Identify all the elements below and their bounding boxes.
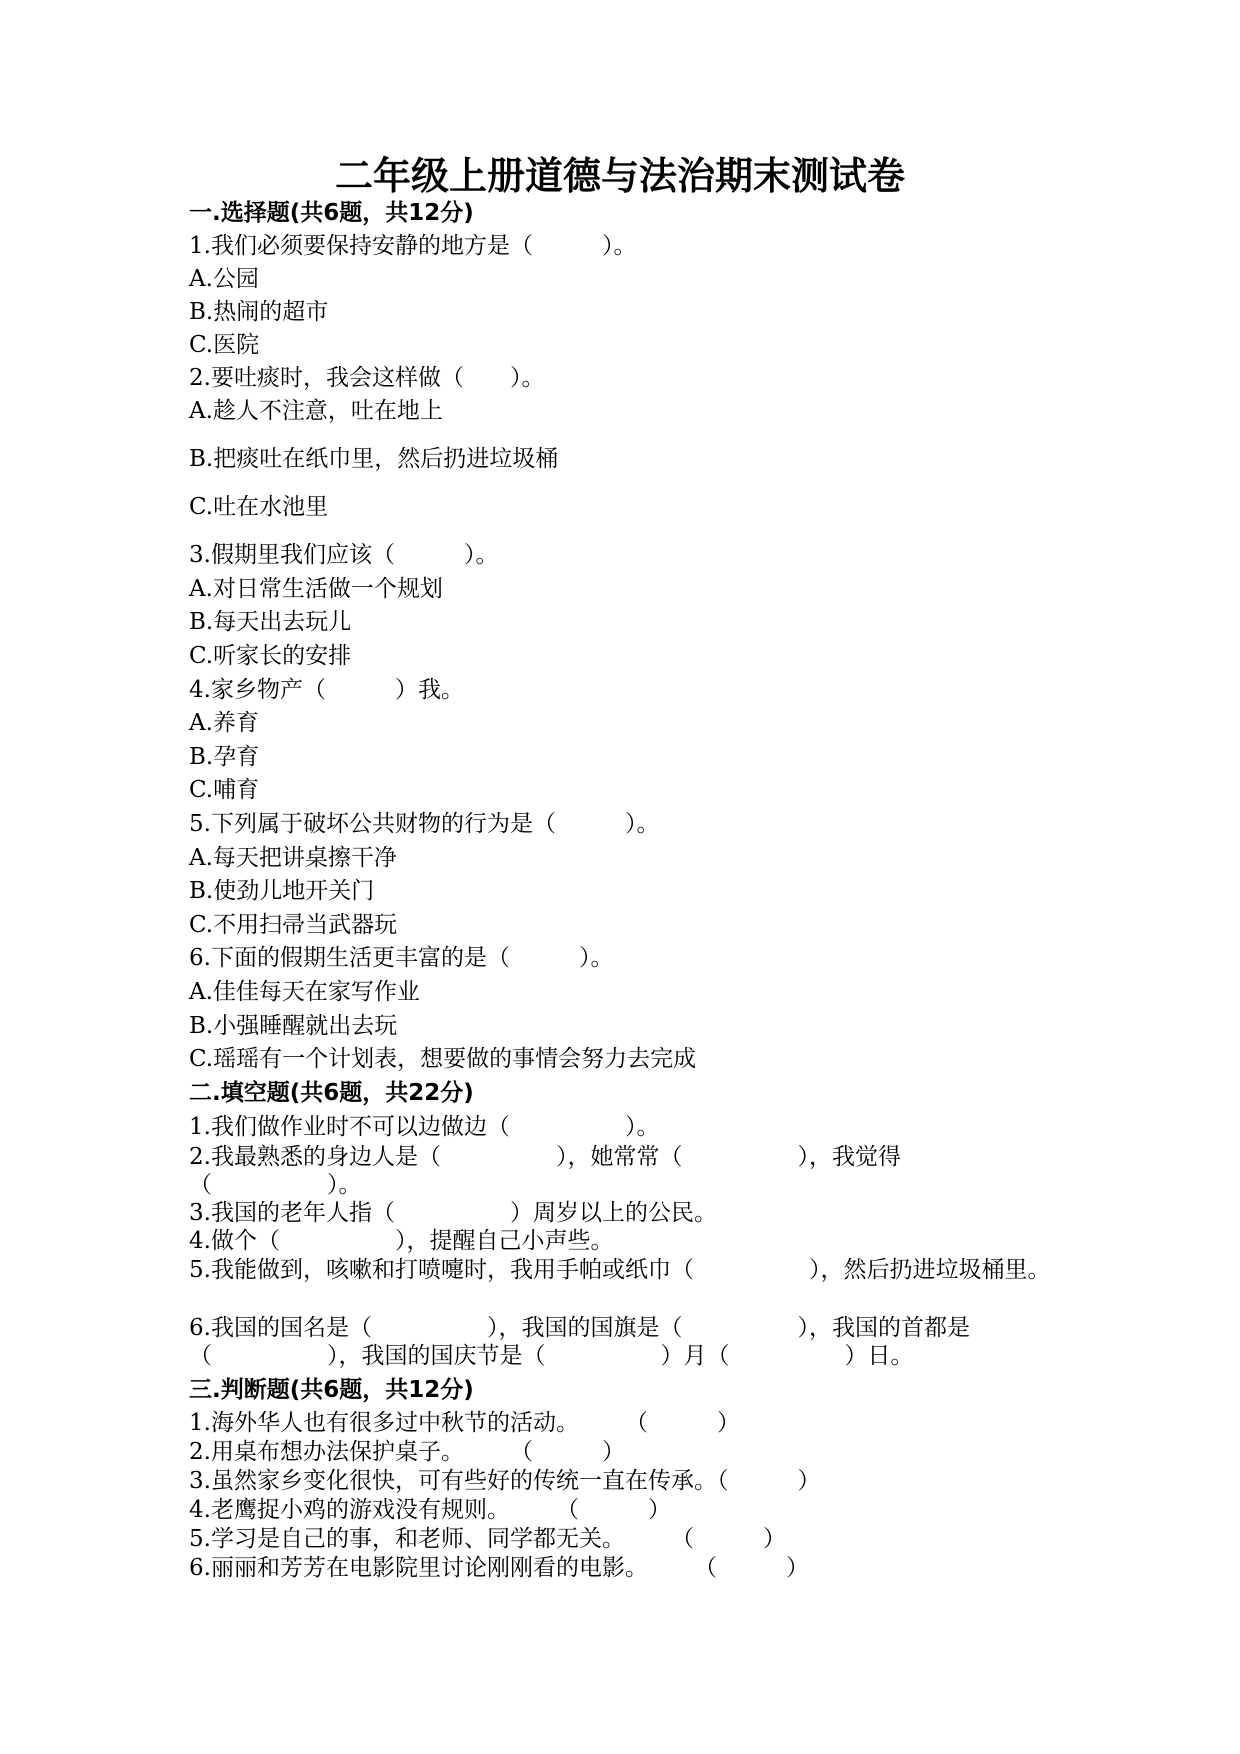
s1-q4-option-c: C.哺育 <box>189 777 260 803</box>
s1-q6: 6.下面的假期生活更丰富的是（ ）。 <box>189 945 614 971</box>
s1-q6-option-c: C.瑶瑶有一个计划表，想要做的事情会努力去完成 <box>189 1046 697 1072</box>
s2-q1: 1.我们做作业时不可以边做边（ ）。 <box>189 1114 660 1140</box>
s1-q1: 1.我们必须要保持安静的地方是（ ）。 <box>189 233 637 259</box>
s1-q4: 4.家乡物产（ ）我。 <box>189 677 464 703</box>
s1-q6-option-a: A.佳佳每天在家写作业 <box>189 979 420 1005</box>
s3-q4: 4.老鹰捉小鸡的游戏没有规则。 （ ） <box>189 1497 671 1523</box>
s1-q6-option-b: B.小强睡醒就出去玩 <box>189 1013 398 1039</box>
s2-q2: 2.我最熟悉的身边人是（ ），她常常（ ），我觉得（ ）。 <box>189 1144 901 1198</box>
s1-q5-option-b: B.使劲儿地开关门 <box>189 878 375 904</box>
s1-q5-option-c: C.不用扫帚当武器玩 <box>189 912 398 938</box>
s1-q3-option-c: C.听家长的安排 <box>189 643 352 669</box>
s3-q3: 3.虽然家乡变化很快，可有些好的传统一直在传承。（ ） <box>189 1468 821 1494</box>
section3-heading: 三.判断题(共6题，共12分) <box>189 1377 474 1403</box>
s2-q5: 5.我能做到，咳嗽和打喷嚏时，我用手帕或纸巾（ ），然后扔进垃圾桶里。 <box>189 1257 1051 1283</box>
s3-q6: 6.丽丽和芳芳在电影院里讨论刚刚看的电影。 （ ） <box>189 1555 809 1581</box>
s3-q1: 1.海外华人也有很多过中秋节的活动。 （ ） <box>189 1410 740 1436</box>
s3-q5: 5.学习是自己的事，和老师、同学都无关。 （ ） <box>189 1526 786 1552</box>
section2-heading: 二.填空题(共6题，共22分) <box>189 1080 474 1106</box>
s1-q5: 5.下列属于破坏公共财物的行为是（ ）。 <box>189 811 660 837</box>
s1-q3-option-a: A.对日常生活做一个规划 <box>189 576 443 602</box>
section1-heading: 一.选择题(共6题，共12分) <box>189 200 474 226</box>
s1-q3: 3.假期里我们应该（ ）。 <box>189 542 499 568</box>
s1-q4-option-a: A.养育 <box>189 710 259 736</box>
s2-q3: 3.我国的老年人指（ ）周岁以上的公民。 <box>189 1200 717 1226</box>
s1-q2-option-b: B.把痰吐在纸巾里，然后扔进垃圾桶 <box>189 446 559 472</box>
s1-q1-option-b: B.热闹的超市 <box>189 299 329 325</box>
exam-title: 二年级上册道德与法治期末测试卷 <box>334 154 905 198</box>
s2-q4: 4.做个（ ），提醒自己小声些。 <box>189 1228 614 1254</box>
s1-q1-option-a: A.公园 <box>189 266 259 292</box>
s2-q6: 6.我国的国名是（ ），我国的国旗是（ ），我国的首都是（ ），我国的国庆节是（ ）月（ ）日。 <box>189 1315 970 1369</box>
s1-q2-option-a: A.趁人不注意，吐在地上 <box>189 398 443 424</box>
s3-q2: 2.用桌布想办法保护桌子。 （ ） <box>189 1439 625 1465</box>
s1-q2-option-c: C.吐在水池里 <box>189 494 329 520</box>
s1-q1-option-c: C.医院 <box>189 332 260 358</box>
s1-q3-option-b: B.每天出去玩儿 <box>189 609 352 635</box>
s1-q5-option-a: A.每天把讲桌擦干净 <box>189 845 397 871</box>
s1-q4-option-b: B.孕育 <box>189 744 260 770</box>
s1-q2: 2.要吐痰时，我会这样做（ ）。 <box>189 365 545 391</box>
